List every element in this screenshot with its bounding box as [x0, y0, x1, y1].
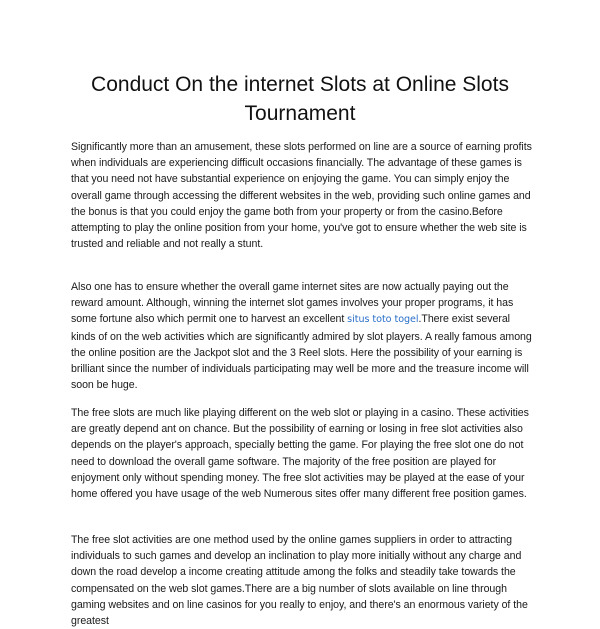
situs-toto-togel-link[interactable]: situs toto togel: [347, 314, 419, 326]
paragraph-1: Significantly more than an amusement, these slots performed on line are a source of earning profits when individuals are experiencing difficult occasions financially. The advantage of these games is that you need not have substantial experience on enjoying the game. You can simply enjoy the overall game through accessing the different websites in the web, providing such online games and the bonus is that you could enjoy the game both from your property or from the casino.Before attempting to play the online position from your home, you've got to ensure whether the web site is trusted and reliable and not really a stunt.: [71, 141, 532, 251]
paragraph-2: [71, 279, 533, 393]
page-title: Conduct On the internet Slots at Online Slots Tournament: [91, 73, 509, 125]
paragraph-3: The free slots are much like playing different on the web slot or playing in a casino. These activities are greatly depend ant on chance. But the possibility of earning or losing in free slot activities also depends on the player's approach, specially betting the game. For playing the free slot one do not need to download the overall game software. The majority of the free position are played for enjoyment only without spending money. The free slot activities may be played at the ease of your home offered you have usage of the web Numerous sites offer many different free position games.: [71, 407, 529, 501]
paragraph-2-text-before-link: Also one has to ensure whether the overall game internet sites are now actually paying out the reward amount. Although, winning the internet slot games involves your proper programs, it has some fortune also which permit one to harvest an excellent: [71, 281, 514, 326]
paragraph-2-text-after-link: .There exist several kinds of on the web activities which are significantly admired by slot players. A really famous among the online position are the Jackpot slot and the 3 Reel slots. Here the possibility of your earning is brilliant since the number of individuals participating may well be more and the treasure income will soon be huge.: [71, 313, 532, 392]
paragraph-4: The free slot activities are one method used by the online games suppliers in order to attracting individuals to such games and develop an inclination to play more initially without any charge and down the road develop a income creating attitude among the folks and steadily take towards the compensated on the web slot games.There are a big number of slots available on line through gaming websites and on line casinos for you really to enjoy, and there's an enormous variety of the greatest: [71, 534, 528, 628]
